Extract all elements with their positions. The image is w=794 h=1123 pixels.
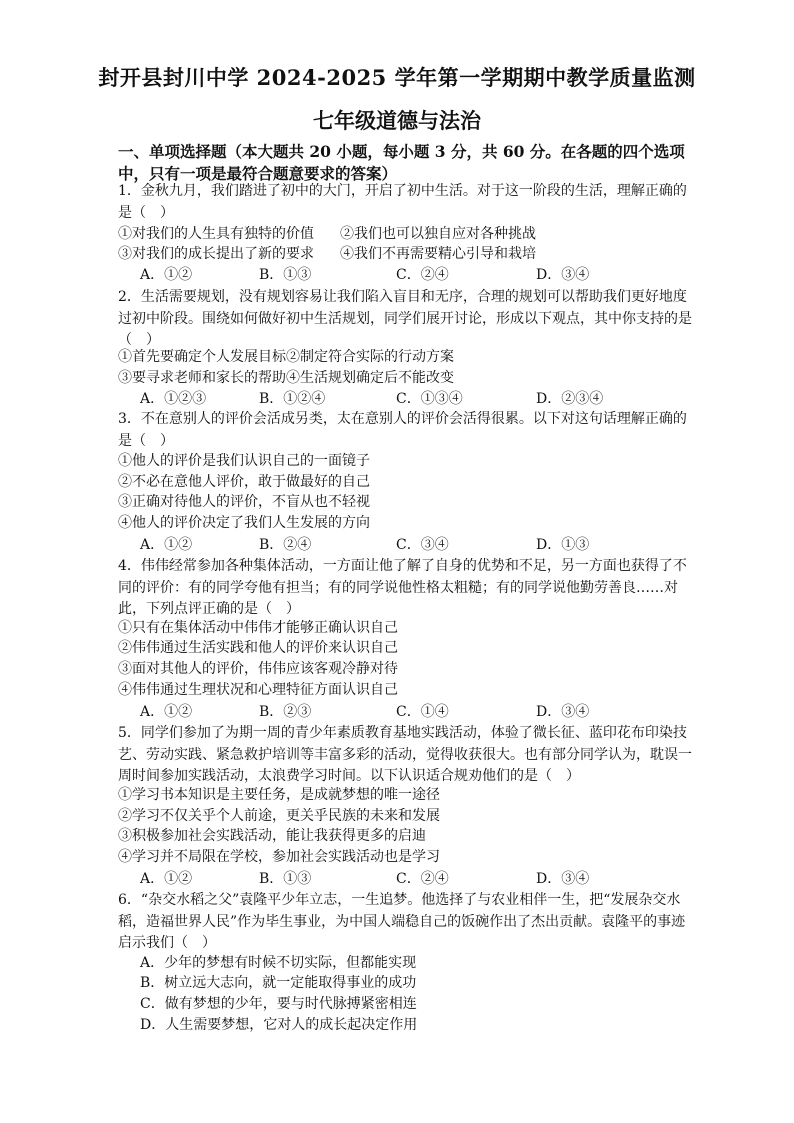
- question-1-item-1: ①对我们的人生具有独特的价值: [118, 226, 314, 242]
- question-4-item-2: ②伟伟通过生活实践和他人的评价来认识自己: [118, 640, 398, 656]
- question-4-choice-c[interactable]: C．①④: [396, 704, 449, 720]
- question-3-item-3: ③正确对待他人的评价，不盲从也不轻视: [118, 494, 370, 510]
- question-1-choice-d[interactable]: D．③④: [536, 267, 590, 283]
- question-5-item-2: ②学习不仅关乎个人前途，更关乎民族的未来和发展: [118, 808, 440, 824]
- question-2-items-row-1: ①首先要确定个人发展目标②制定符合实际的行动方案: [118, 349, 454, 365]
- question-3-choice-a[interactable]: A．①②: [140, 537, 193, 553]
- question-5-choice-b[interactable]: B．①③: [259, 871, 312, 887]
- question-1-choice-b[interactable]: B．①③: [259, 267, 312, 283]
- question-2-items-row-2: ③要寻求老师和家长的帮助④生活规划确定后不能改变: [118, 370, 454, 386]
- question-5-choice-d[interactable]: D．③④: [536, 871, 590, 887]
- question-6-choice-d[interactable]: D．人生需要梦想，它对人的成长起决定作用: [140, 1017, 418, 1033]
- question-1-item-2: ②我们也可以独自应对各种挑战: [340, 226, 536, 242]
- question-4-item-1: ①只有在集体活动中伟伟才能够正确认识自己: [118, 620, 398, 636]
- question-5-item-1: ①学习书本知识是主要任务，是成就梦想的唯一途径: [118, 787, 440, 803]
- question-4-item-4: ④伟伟通过生理状况和心理特征方面认识自己: [118, 682, 398, 698]
- question-5-item-3: ③积极参加社会实践活动，能让我获得更多的启迪: [118, 828, 426, 844]
- question-6-stem: 6．“杂交水稻之父”袁隆平少年立志，一生追梦。他选择了与农业相伴一生，把“发展杂交水稻，造福世界人民”作为毕生事业，为中国人端稳自己的饭碗作出了杰出贡献。袁隆平的事迹启示我们（ ）: [118, 892, 686, 951]
- question-4-choice-a[interactable]: A．①②: [140, 704, 193, 720]
- question-2-stem: 2．生活需要规划，没有规划容易让我们陷入盲目和无序，合理的规划可以帮助我们更好地度过初中阶段。围绕如何做好初中生活规划，同学们展开讨论，形成以下观点，其中你支持的是（ ）: [118, 289, 692, 348]
- question-2-choice-b[interactable]: B．①②④: [259, 391, 326, 407]
- question-3-item-1: ①他人的评价是我们认识自己的一面镜子: [118, 453, 370, 469]
- question-5-item-4: ④学习并不局限在学校，参加社会实践活动也是学习: [118, 849, 440, 865]
- question-1-item-3: ③对我们的成长提出了新的要求: [118, 246, 314, 262]
- question-3-item-4: ④他人的评价决定了我们人生发展的方向: [118, 515, 370, 531]
- question-3-choice-d[interactable]: D．①③: [536, 537, 590, 553]
- question-4-choice-d[interactable]: D．③④: [536, 704, 590, 720]
- question-2-choice-d[interactable]: D．②③④: [536, 391, 604, 407]
- question-1-choice-c[interactable]: C．②④: [396, 267, 449, 283]
- exam-title: 封开县封川中学 2024-2025 学年第一学期期中教学质量监测: [98, 65, 696, 90]
- question-6-choice-a[interactable]: A．少年的梦想有时候不切实际，但都能实现: [140, 955, 417, 971]
- question-4-choice-b[interactable]: B．②③: [259, 704, 312, 720]
- exam-subject: 七年级道德与法治: [313, 108, 481, 133]
- section-heading: 一、单项选择题（本大题共 20 小题，每小题 3 分，共 60 分。在各题的四个选项中，只有一项是最符合题意要求的答案）: [118, 142, 685, 183]
- question-2-choice-c[interactable]: C．①③④: [396, 391, 463, 407]
- question-6-choice-b[interactable]: B．树立远大志向，就一定能取得事业的成功: [140, 975, 417, 991]
- question-1-choice-a[interactable]: A．①②: [140, 267, 193, 283]
- question-3-stem: 3．不在意别人的评价会活成另类，太在意别人的评价会活得很累。以下对这句话理解正确的是（ ）: [118, 411, 687, 449]
- question-1-items-row-1: [118, 224, 536, 244]
- question-5-choice-c[interactable]: C．②④: [396, 871, 449, 887]
- question-5-choice-a[interactable]: A．①②: [140, 871, 193, 887]
- question-5-stem: 5．同学们参加了为期一周的青少年素质教育基地实践活动，体验了微长征、蓝印花布印染技艺、劳动实践、紧急救护培训等丰富多彩的活动，觉得收获很大。也有部分同学认为，耽误一周时间参加实践活动，太浪费学习时间。以下认识适合规劝他们的是（ ）: [118, 725, 692, 784]
- question-4-item-3: ③面对其他人的评价，伟伟应该客观冷静对待: [118, 661, 398, 677]
- question-2-choice-a[interactable]: A．①②③: [140, 391, 207, 407]
- question-6-choice-c[interactable]: C．做有梦想的少年，要与时代脉搏紧密相连: [140, 996, 417, 1012]
- question-3-choice-b[interactable]: B．②④: [259, 537, 312, 553]
- question-3-choice-c[interactable]: C．③④: [396, 537, 449, 553]
- question-1-item-4: ④我们不再需要精心引导和栽培: [340, 246, 536, 262]
- question-3-item-2: ②不必在意他人评价，敢于做最好的自己: [118, 474, 370, 490]
- question-1-items-row-2: [118, 244, 536, 264]
- question-1-stem: 1．金秋九月，我们踏进了初中的大门，开启了初中生活。对于这一阶段的生活，理解正确的是（ ）: [118, 183, 687, 221]
- question-4-stem: 4．伟伟经常参加各种集体活动，一方面让他了解了自身的优势和不足，另一方面也获得了不同的评价：有的同学夸他有担当；有的同学说他性格太粗糙；有的同学说他勤劳善良……对此，下列点评正确的是（ ）: [118, 558, 687, 617]
